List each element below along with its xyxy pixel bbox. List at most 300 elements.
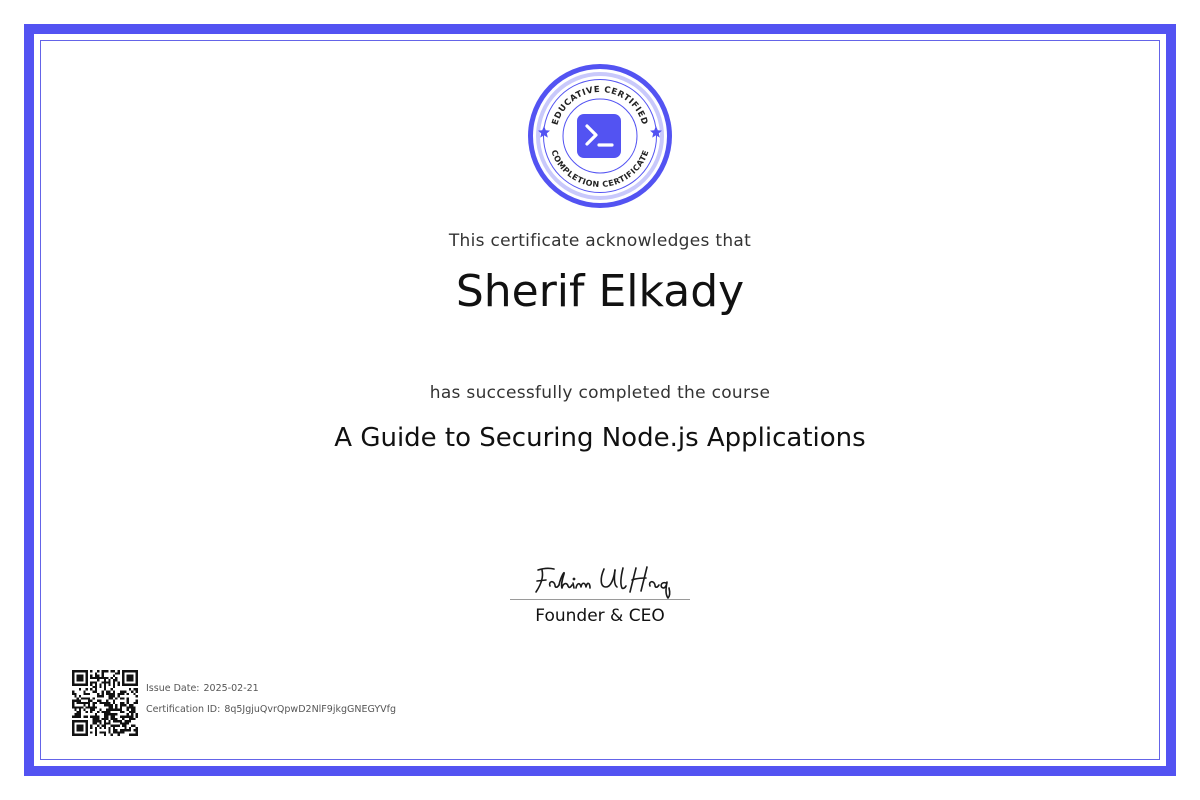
qr-module xyxy=(90,681,92,683)
qr-module xyxy=(95,722,97,724)
qr-module xyxy=(95,734,97,736)
qr-module xyxy=(113,709,115,711)
qr-module xyxy=(136,675,138,677)
qr-module xyxy=(79,702,81,704)
qr-module xyxy=(122,675,124,677)
qr-module xyxy=(113,700,115,702)
qr-module xyxy=(74,684,76,686)
qr-module xyxy=(104,718,106,720)
qr-module xyxy=(111,725,113,727)
qr-module xyxy=(90,716,92,718)
qr-module xyxy=(118,731,120,733)
qr-module xyxy=(86,677,88,679)
qr-module xyxy=(90,731,92,733)
qr-module xyxy=(108,727,110,729)
qr-module xyxy=(74,670,76,672)
qr-module xyxy=(77,720,79,722)
qr-module xyxy=(104,704,106,706)
qr-module xyxy=(122,731,124,733)
qr-module xyxy=(122,711,124,713)
qr-module xyxy=(72,704,74,706)
qr-module xyxy=(124,716,126,718)
qr-module xyxy=(106,702,108,704)
qr-module xyxy=(122,729,124,731)
qr-module xyxy=(115,729,117,731)
qr-module xyxy=(115,697,117,699)
qr-module xyxy=(124,729,126,731)
qr-module xyxy=(86,681,88,683)
qr-module xyxy=(131,713,133,715)
qr-module xyxy=(111,734,113,736)
qr-module xyxy=(102,725,104,727)
qr-module xyxy=(120,722,122,724)
qr-module xyxy=(131,734,133,736)
qr-module xyxy=(72,679,74,681)
qr-module xyxy=(108,731,110,733)
certification-id xyxy=(146,704,396,715)
qr-module xyxy=(108,693,110,695)
qr-module xyxy=(104,702,106,704)
qr-module xyxy=(108,702,110,704)
qr-module xyxy=(99,727,101,729)
qr-module xyxy=(131,690,133,692)
qr-module xyxy=(95,731,97,733)
signature-image xyxy=(520,560,680,600)
qr-module xyxy=(79,695,81,697)
qr-module xyxy=(124,704,126,706)
qr-module xyxy=(122,677,124,679)
qr-module xyxy=(122,702,124,704)
qr-module xyxy=(74,713,76,715)
qr-module xyxy=(102,702,104,704)
qr-module xyxy=(118,670,120,672)
qr-module xyxy=(90,711,92,713)
qr-module xyxy=(90,700,92,702)
qr-module xyxy=(99,722,101,724)
qr-module xyxy=(115,672,117,674)
qr-module xyxy=(74,709,76,711)
qr-module xyxy=(88,693,90,695)
qr-module xyxy=(102,731,104,733)
qr-module xyxy=(97,677,99,679)
qr-module xyxy=(131,675,133,677)
qr-module xyxy=(77,713,79,715)
qr-module xyxy=(86,734,88,736)
qr-module xyxy=(129,711,131,713)
qr-module xyxy=(79,700,81,702)
qr-module xyxy=(108,706,110,708)
qr-module xyxy=(86,711,88,713)
recipient-name: Sherif Elkady xyxy=(455,266,745,317)
qr-module xyxy=(120,720,122,722)
qr-module xyxy=(120,706,122,708)
qr-module xyxy=(113,713,115,715)
qr-module xyxy=(111,716,113,718)
qr-module xyxy=(115,709,117,711)
qr-module xyxy=(124,727,126,729)
qr-module xyxy=(122,670,124,672)
qr-module xyxy=(97,675,99,677)
qr-module xyxy=(133,718,135,720)
qr-module xyxy=(113,681,115,683)
qr-module xyxy=(136,672,138,674)
qr-module xyxy=(124,722,126,724)
qr-module xyxy=(111,718,113,720)
qr-module xyxy=(113,729,115,731)
qr-module xyxy=(72,684,74,686)
qr-module xyxy=(99,731,101,733)
qr-module xyxy=(99,677,101,679)
qr-module xyxy=(90,675,92,677)
qr-module xyxy=(122,704,124,706)
qr-module xyxy=(79,720,81,722)
qr-module xyxy=(92,720,94,722)
qr-module xyxy=(104,713,106,715)
qr-module xyxy=(83,693,85,695)
qr-module xyxy=(86,720,88,722)
qr-module xyxy=(97,670,99,672)
qr-module xyxy=(122,693,124,695)
qr-module xyxy=(133,688,135,690)
qr-module xyxy=(129,677,131,679)
qr-module xyxy=(106,718,108,720)
qr-module xyxy=(106,716,108,718)
qr-module xyxy=(72,700,74,702)
qr-module xyxy=(129,679,131,681)
qr-module xyxy=(72,729,74,731)
qr-module xyxy=(99,684,101,686)
certification-id-label: Certification ID: xyxy=(146,704,221,715)
qr-module xyxy=(111,697,113,699)
qr-module xyxy=(95,681,97,683)
qr-module xyxy=(115,720,117,722)
qr-module xyxy=(113,675,115,677)
qr-module xyxy=(77,716,79,718)
course-title: A Guide to Securing Node.js Applications xyxy=(334,423,866,453)
qr-module xyxy=(88,700,90,702)
qr-module xyxy=(136,684,138,686)
qr-module xyxy=(86,722,88,724)
qr-module xyxy=(72,677,74,679)
qr-module xyxy=(97,711,99,713)
qr-module xyxy=(106,713,108,715)
qr-module xyxy=(81,729,83,731)
qr-module xyxy=(77,670,79,672)
qr-module xyxy=(113,670,115,672)
qr-module xyxy=(122,722,124,724)
qr-module xyxy=(81,684,83,686)
qr-module xyxy=(131,716,133,718)
qr-module xyxy=(129,706,131,708)
qr-module xyxy=(118,709,120,711)
qr-module xyxy=(131,718,133,720)
qr-module xyxy=(127,693,129,695)
qr-module xyxy=(104,679,106,681)
qr-module xyxy=(136,731,138,733)
qr-module xyxy=(136,679,138,681)
qr-module xyxy=(104,722,106,724)
qr-module xyxy=(104,684,106,686)
qr-module xyxy=(72,693,74,695)
qr-module xyxy=(86,675,88,677)
qr-module xyxy=(92,722,94,724)
qr-module xyxy=(113,690,115,692)
qr-module xyxy=(81,725,83,727)
qr-module xyxy=(79,713,81,715)
qr-module xyxy=(133,684,135,686)
qr-module xyxy=(124,670,126,672)
qr-module xyxy=(133,702,135,704)
qr-module xyxy=(131,709,133,711)
qr-module xyxy=(133,734,135,736)
qr-module xyxy=(90,727,92,729)
qr-module xyxy=(111,709,113,711)
qr-module xyxy=(72,731,74,733)
qr-module xyxy=(108,720,110,722)
qr-module xyxy=(95,729,97,731)
qr-module xyxy=(92,697,94,699)
qr-module xyxy=(92,704,94,706)
qr-module xyxy=(83,690,85,692)
qr-module xyxy=(106,690,108,692)
qr-module xyxy=(133,729,135,731)
qr-module xyxy=(106,677,108,679)
qr-module xyxy=(131,684,133,686)
completion-text: has successfully completed the course xyxy=(429,383,771,403)
qr-module xyxy=(72,727,74,729)
qr-module xyxy=(102,670,104,672)
qr-module xyxy=(136,734,138,736)
qr-module xyxy=(127,713,129,715)
qr-module xyxy=(81,706,83,708)
qr-module xyxy=(104,670,106,672)
qr-module xyxy=(113,718,115,720)
qr-module xyxy=(104,711,106,713)
qr-module xyxy=(77,706,79,708)
qr-module xyxy=(120,709,122,711)
qr-module xyxy=(122,718,124,720)
qr-module xyxy=(79,706,81,708)
qr-module xyxy=(136,727,138,729)
qr-module xyxy=(127,709,129,711)
qr-module xyxy=(90,709,92,711)
qr-module xyxy=(113,725,115,727)
qr-module xyxy=(108,695,110,697)
qr-module xyxy=(120,702,122,704)
qr-module xyxy=(97,725,99,727)
acknowledgement-text: This certificate acknowledges that xyxy=(448,231,752,251)
qr-module xyxy=(99,709,101,711)
qr-module xyxy=(118,684,120,686)
qr-module xyxy=(111,706,113,708)
terminal-prompt-icon xyxy=(577,114,621,158)
qr-module xyxy=(77,700,79,702)
qr-module xyxy=(77,684,79,686)
signature-line xyxy=(510,599,690,600)
qr-module xyxy=(122,690,124,692)
qr-module xyxy=(127,716,129,718)
qr-module xyxy=(122,681,124,683)
qr-module xyxy=(104,731,106,733)
qr-module xyxy=(136,729,138,731)
issue-date xyxy=(146,683,259,694)
qr-module xyxy=(86,688,88,690)
qr-module xyxy=(129,675,131,677)
qr-module xyxy=(86,729,88,731)
qr-module xyxy=(111,670,113,672)
qr-module xyxy=(108,729,110,731)
badge-top-text: EDUCATIVE CERTIFIED xyxy=(550,84,650,127)
qr-module xyxy=(86,731,88,733)
qr-module xyxy=(106,711,108,713)
qr-module xyxy=(122,684,124,686)
qr-module xyxy=(95,716,97,718)
qr-module xyxy=(79,716,81,718)
qr-module xyxy=(127,706,129,708)
qr-module xyxy=(72,681,74,683)
qr-module xyxy=(115,706,117,708)
qr-module xyxy=(127,679,129,681)
qr-module xyxy=(108,684,110,686)
qr-module xyxy=(72,722,74,724)
qr-module xyxy=(92,681,94,683)
qr-module xyxy=(120,693,122,695)
qr-module xyxy=(136,695,138,697)
qr-module xyxy=(106,722,108,724)
qr-module xyxy=(92,677,94,679)
qr-module xyxy=(113,720,115,722)
qr-module xyxy=(136,700,138,702)
qr-module xyxy=(104,720,106,722)
qr-module xyxy=(95,675,97,677)
qr-module xyxy=(111,677,113,679)
qr-module xyxy=(102,711,104,713)
qr-module xyxy=(86,684,88,686)
verification-qr-code[interactable] xyxy=(72,670,138,736)
qr-module xyxy=(83,716,85,718)
qr-module xyxy=(108,679,110,681)
qr-module xyxy=(79,684,81,686)
qr-module xyxy=(115,718,117,720)
badge-bottom-text: COMPLETION CERTIFICATE xyxy=(549,148,651,190)
qr-module xyxy=(77,729,79,731)
qr-module xyxy=(77,734,79,736)
qr-module xyxy=(122,679,124,681)
qr-module xyxy=(111,695,113,697)
qr-module xyxy=(79,725,81,727)
qr-module xyxy=(102,718,104,720)
qr-module xyxy=(118,720,120,722)
qr-module xyxy=(81,734,83,736)
qr-module xyxy=(136,681,138,683)
qr-module xyxy=(104,688,106,690)
qr-module xyxy=(83,709,85,711)
qr-module xyxy=(77,711,79,713)
qr-module xyxy=(131,677,133,679)
qr-module xyxy=(115,713,117,715)
qr-module xyxy=(120,704,122,706)
qr-module xyxy=(106,709,108,711)
qr-module xyxy=(95,706,97,708)
qr-module xyxy=(86,716,88,718)
qr-module xyxy=(115,704,117,706)
qr-module xyxy=(108,697,110,699)
qr-module xyxy=(95,718,97,720)
qr-module xyxy=(136,677,138,679)
qr-module xyxy=(129,720,131,722)
issue-date-value: 2025-02-21 xyxy=(203,683,259,694)
qr-module xyxy=(106,670,108,672)
qr-module xyxy=(129,688,131,690)
qr-module xyxy=(136,670,138,672)
qr-module xyxy=(127,697,129,699)
qr-module xyxy=(95,686,97,688)
qr-module xyxy=(102,693,104,695)
qr-module xyxy=(136,702,138,704)
qr-module xyxy=(129,734,131,736)
qr-module xyxy=(77,679,79,681)
qr-module xyxy=(88,706,90,708)
qr-module xyxy=(131,706,133,708)
qr-module xyxy=(81,677,83,679)
qr-module xyxy=(133,711,135,713)
qr-module xyxy=(131,679,133,681)
qr-module xyxy=(77,677,79,679)
qr-module xyxy=(115,725,117,727)
qr-module xyxy=(81,697,83,699)
qr-module xyxy=(108,709,110,711)
qr-module xyxy=(90,670,92,672)
qr-module xyxy=(108,711,110,713)
qr-module xyxy=(127,702,129,704)
qr-module xyxy=(136,716,138,718)
qr-module xyxy=(122,697,124,699)
qr-module xyxy=(113,695,115,697)
qr-module xyxy=(77,675,79,677)
qr-module xyxy=(86,727,88,729)
qr-module xyxy=(79,729,81,731)
qr-module xyxy=(86,702,88,704)
qr-module xyxy=(74,734,76,736)
qr-module xyxy=(77,697,79,699)
qr-module xyxy=(104,727,106,729)
qr-module xyxy=(74,706,76,708)
qr-module xyxy=(79,709,81,711)
qr-module xyxy=(72,690,74,692)
qr-module xyxy=(86,697,88,699)
qr-module xyxy=(136,688,138,690)
qr-module xyxy=(102,681,104,683)
qr-module xyxy=(95,713,97,715)
qr-module xyxy=(95,684,97,686)
qr-module xyxy=(79,677,81,679)
qr-module xyxy=(102,672,104,674)
qr-module xyxy=(97,693,99,695)
qr-module xyxy=(97,679,99,681)
qr-module xyxy=(122,716,124,718)
certified-badge xyxy=(524,60,676,212)
qr-module xyxy=(95,672,97,674)
qr-module xyxy=(118,672,120,674)
qr-module xyxy=(72,734,74,736)
qr-module xyxy=(108,690,110,692)
qr-module xyxy=(127,670,129,672)
qr-module xyxy=(83,704,85,706)
qr-module xyxy=(74,695,76,697)
qr-module xyxy=(124,720,126,722)
qr-module xyxy=(86,693,88,695)
qr-module xyxy=(79,670,81,672)
